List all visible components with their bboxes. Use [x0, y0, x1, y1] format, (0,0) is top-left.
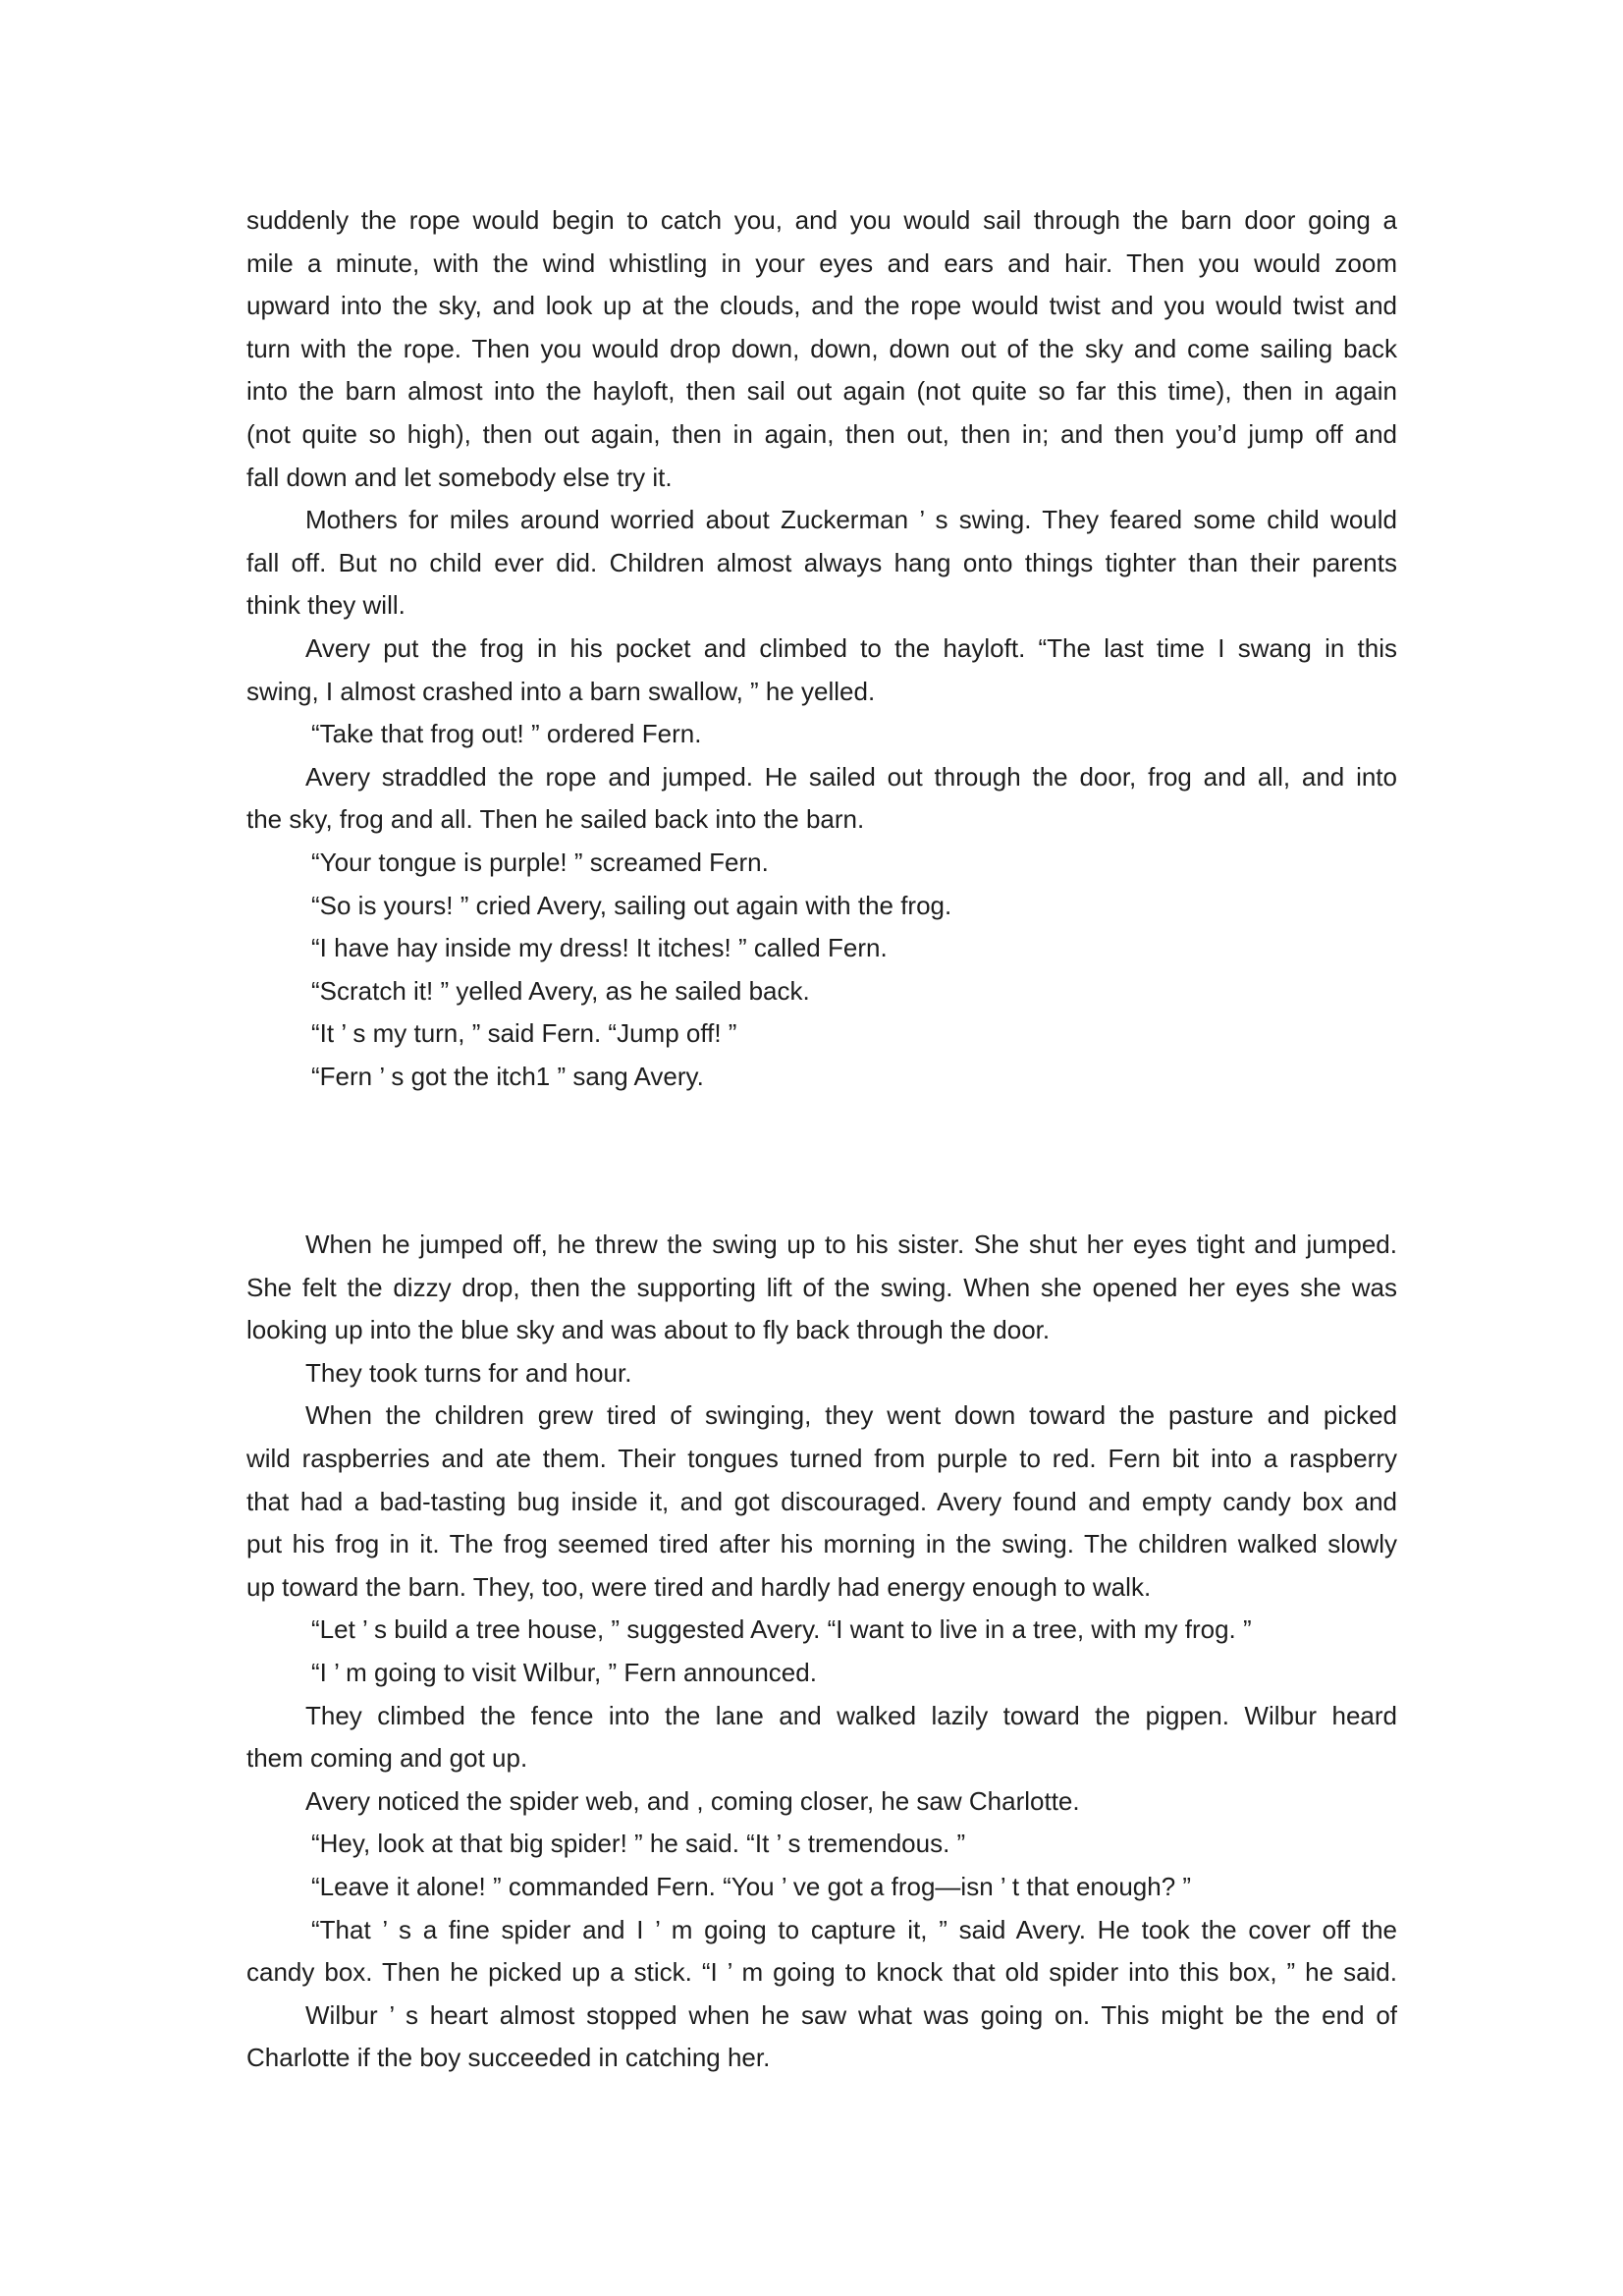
text-line: Mothers for miles around worried about Zuckerman ’ s swing. They feared some child would: [305, 505, 1397, 535]
text-line: “That ’ s a fine spider and I ’ m going to capture it, ” said Avery. He took the cover off the: [311, 1914, 1397, 1944]
text-line: mile a minute, with the wind whistling in your eyes and ears and hair. Then you would zoom: [246, 247, 1397, 278]
text-line: wild raspberries and ate them. Their tongues turned from purple to red. Fern bit into a raspberry: [246, 1443, 1397, 1473]
text-line: She felt the dizzy drop, then the supporting lift of the swing. When she opened her eyes she was: [246, 1272, 1397, 1302]
text-line: Avery straddled the rope and jumped. He sailed out through the door, frog and all, and into: [305, 761, 1397, 792]
text-line: upward into the sky, and look up at the clouds, and the rope would twist and you would twist and: [246, 291, 1397, 321]
text-block-1: [246, 199, 1397, 1098]
text-line: “Hey, look at that big spider! ” he said. “It ’ s tremendous. ”: [311, 1829, 966, 1859]
text-line: When the children grew tired of swinging, they went down toward the pasture and picked: [305, 1400, 1397, 1431]
text-line: “I ’ m going to visit Wilbur, ” Fern announced.: [311, 1657, 817, 1687]
text-line: “Scratch it! ” yelled Avery, as he sailed back.: [311, 975, 810, 1006]
text-line: fall down and let somebody else try it.: [246, 462, 673, 492]
text-line: up toward the barn. They, too, were tired and hardly had energy enough to walk.: [246, 1571, 1152, 1602]
text-line: Wilbur ’ s heart almost stopped when he saw what was going on. This might be the end of: [305, 1999, 1397, 2030]
text-line: “I have hay inside my dress! It itches! ” called Fern.: [311, 933, 888, 963]
text-line: them coming and got up.: [246, 1743, 528, 1774]
text-line: When he jumped off, he threw the swing up to his sister. She shut her eyes tight and jumped.: [305, 1230, 1397, 1259]
text-line: that had a bad-tasting bug inside it, and got discouraged. Avery found and empty candy box and: [246, 1486, 1397, 1516]
text-line: looking up into the blue sky and was about to fly back through the door.: [246, 1315, 1051, 1345]
text-line: “Fern ’ s got the itch1 ” sang Avery.: [311, 1061, 704, 1091]
text-line: (not quite so high), then out again, then in again, then out, then in; and then you’d jump off and: [246, 418, 1397, 449]
text-line: “Leave it alone! ” commanded Fern. “You ’ ve got a frog—isn ’ t that enough? ”: [311, 1871, 1192, 1901]
text-line: They climbed the fence into the lane and walked lazily toward the pigpen. Wilbur heard: [305, 1700, 1397, 1730]
text-line: They took turns for and hour.: [305, 1357, 632, 1388]
text-line: Avery put the frog in his pocket and climbed to the hayloft. “The last time I swang in this: [305, 632, 1397, 663]
text-line: “So is yours! ” cried Avery, sailing out again with the frog.: [311, 890, 952, 920]
text-line: turn with the rope. Then you would drop down, down, down out of the sky and come sailing back: [246, 333, 1397, 363]
text-line: “Take that frog out! ” ordered Fern.: [311, 719, 702, 749]
text-line: “It ’ s my turn, ” said Fern. “Jump off! ”: [311, 1018, 737, 1049]
text-line: put his frog in it. The frog seemed tired after his morning in the swing. The children walked slowly: [246, 1529, 1397, 1559]
text-line: Avery noticed the spider web, and , coming closer, he saw Charlotte.: [305, 1785, 1080, 1816]
text-block-2: [246, 1224, 1397, 2080]
text-line: fall off. But no child ever did. Children almost always hang onto things tighter than their parents: [246, 547, 1397, 577]
text-line: suddenly the rope would begin to catch you, and you would sail through the barn door going a: [246, 205, 1397, 235]
text-line: the sky, frog and all. Then he sailed back into the barn.: [246, 804, 865, 835]
text-line: think they will.: [246, 590, 406, 621]
text-line: Charlotte if the boy succeeded in catching her.: [246, 2043, 771, 2073]
text-line: candy box. Then he picked up a stick. “I ’ m going to knock that old spider into this box, ” he said.: [246, 1957, 1397, 1988]
text-line: into the barn almost into the hayloft, then sail out again (not quite so far this time), then in again: [246, 376, 1397, 407]
text-line: “Your tongue is purple! ” screamed Fern.: [311, 847, 769, 877]
text-line: swing, I almost crashed into a barn swallow, ” he yelled.: [246, 676, 876, 706]
text-line: “Let ’ s build a tree house, ” suggested Avery. “I want to live in a tree, with my frog. ”: [311, 1614, 1252, 1645]
